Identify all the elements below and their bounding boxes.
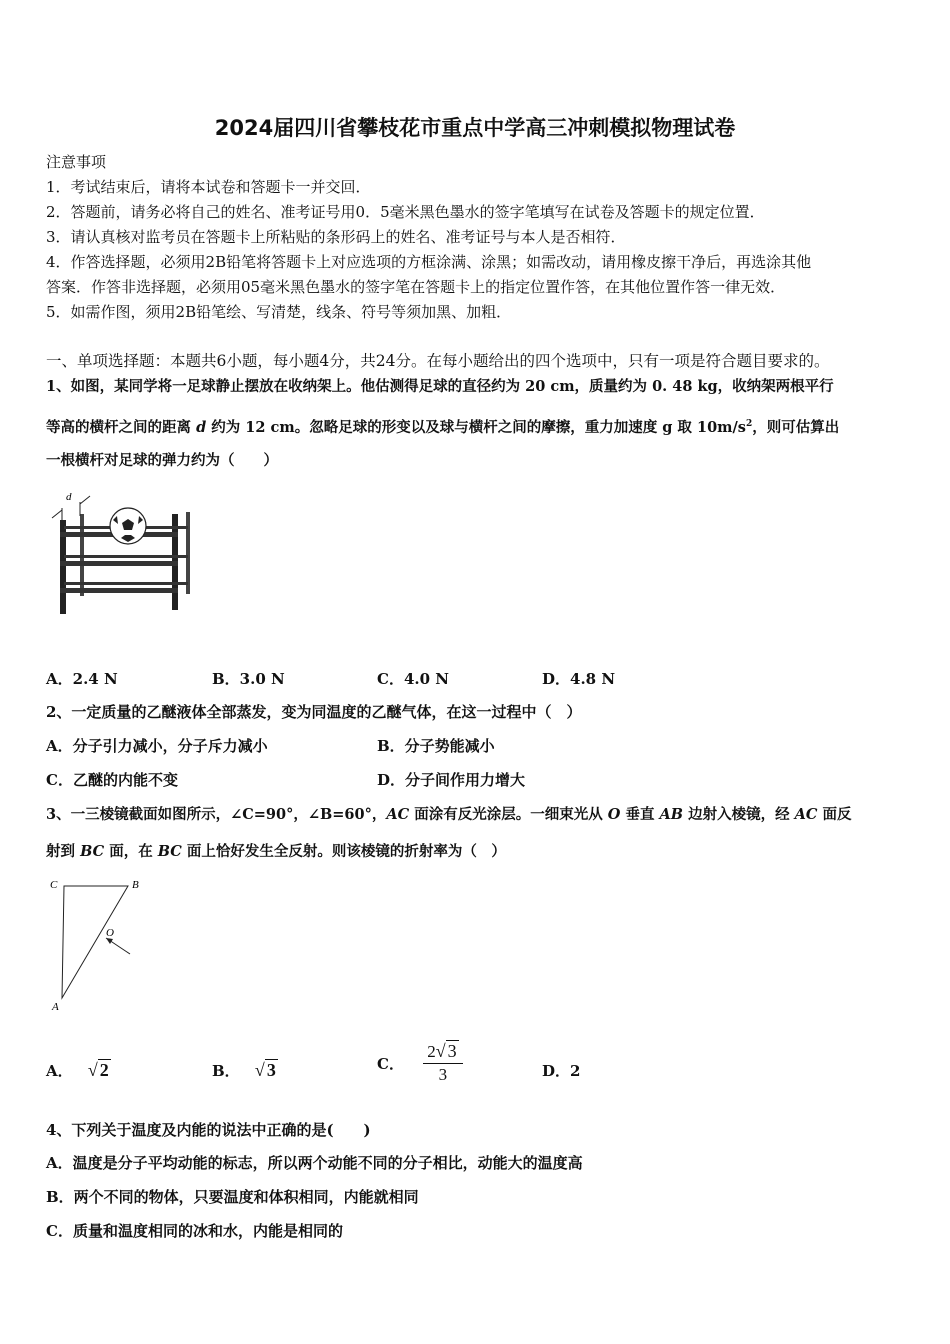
notice-item: 3．请认真核对监考员在答题卡上所粘贴的条形码上的姓名、准考证号与本人是否相符． [46,228,626,246]
q2-stem: 2、一定质量的乙醚液体全部蒸发，变为同温度的乙醚气体，在这一过程中（ ） [46,703,582,721]
notice-item: 2．答题前，请务必将自己的姓名、准考证号用0．5毫米黑色墨水的签字笔填写在试卷及答题卡的规定位置． [46,203,765,221]
q3-option-c[interactable]: C． $\frac{2√ 3}{3}$ [377,1040,463,1086]
notice-item: 答案．作答非选择题，必须用05毫米黑色墨水的签字笔在答题卡上的指定位置作答，在其他位置作答一律无效． [46,278,786,296]
q2-option-c[interactable]: C．乙醚的内能不变 [46,771,178,789]
q3-stem-line1: 3、一三棱镜截面如图所示，∠C=90°，∠B=60°，AC 面涂有反光涂层。一细束光从 O 垂直 AB 边射入棱镜，经 AC 面反 [46,806,852,823]
q3-option-b[interactable]: B． √ 3 [212,1060,276,1080]
label-o: O [106,927,114,939]
label-a: A [52,1001,59,1013]
q1-option-b[interactable]: B．3.0 N [212,670,285,688]
notice-heading: 注意事项 [46,153,107,171]
q1-option-c[interactable]: C．4.0 N [377,670,449,688]
q2-option-a[interactable]: A．分子引力减小，分子斥力减小 [46,737,268,755]
shelf-figure [46,488,198,618]
q4-option-c[interactable]: C．质量和温度相同的冰和水，内能是相同的 [46,1222,343,1240]
q1-stem-line2: 等高的横杆之间的距离 d 约为 12 cm。忽略足球的形变以及球与横杆之间的摩擦，重力加速度 g 取 $10m/s^2$，则可估算出 [46,418,840,436]
q1-option-d[interactable]: D．4.8 N [542,670,616,688]
prism-triangle [62,886,128,998]
section-heading: 一、单项选择题：本题共6小题，每小题4分，共24分。在每小题给出的四个选项中，只有一项是符合题目要求的。 [46,352,830,370]
q4-option-b[interactable]: B．两个不同的物体，只要温度和体积相同，内能就相同 [46,1188,419,1206]
q1-stem-line1: 1、如图，某同学将一足球静止摆放在收纳架上。他估测得足球的直径约为 20 cm，质量约为 0. 48 kg，收纳架两根平行 [46,378,834,395]
q3-stem-line2: 射到 BC 面，在 BC 面上恰好发生全反射。则该棱镜的折射率为（ ） [46,843,506,860]
q4-option-a[interactable]: A．温度是分子平均动能的标志，所以两个动能不同的分子相比，动能大的温度高 [46,1154,583,1172]
label-c: C [50,879,58,891]
soccer-ball [110,508,146,544]
q4-stem: 4、下列关于温度及内能的说法中正确的是( ) [46,1121,371,1139]
notice-item: 5．如需作图，须用2B铅笔绘、写清楚，线条、符号等须加黑、加粗． [46,303,512,321]
label-d: d [66,491,72,503]
q1-option-a[interactable]: A．2.4 N [46,670,118,688]
notice-item: 1．考试结束后，请将本试卷和答题卡一并交回． [46,178,371,196]
q1-stem-line3: 一根横杆对足球的弹力约为（ ） [46,452,278,469]
q3-option-a[interactable]: A． √ 2 [46,1060,109,1080]
q2-option-b[interactable]: B．分子势能减小 [377,737,495,755]
prism-figure [46,874,146,1014]
page-title: 2024届四川省攀枝花市重点中学高三冲刺模拟物理试卷 [214,116,736,140]
label-b: B [132,879,139,891]
q2-option-d[interactable]: D．分子间作用力增大 [377,771,526,789]
notice-item: 4．作答选择题，必须用2B铅笔将答题卡上对应选项的方框涂满、涂黑；如需改动，请用橡皮擦干净后，再选涂其他 [46,253,812,271]
q3-option-d[interactable]: D．2 [542,1062,581,1080]
